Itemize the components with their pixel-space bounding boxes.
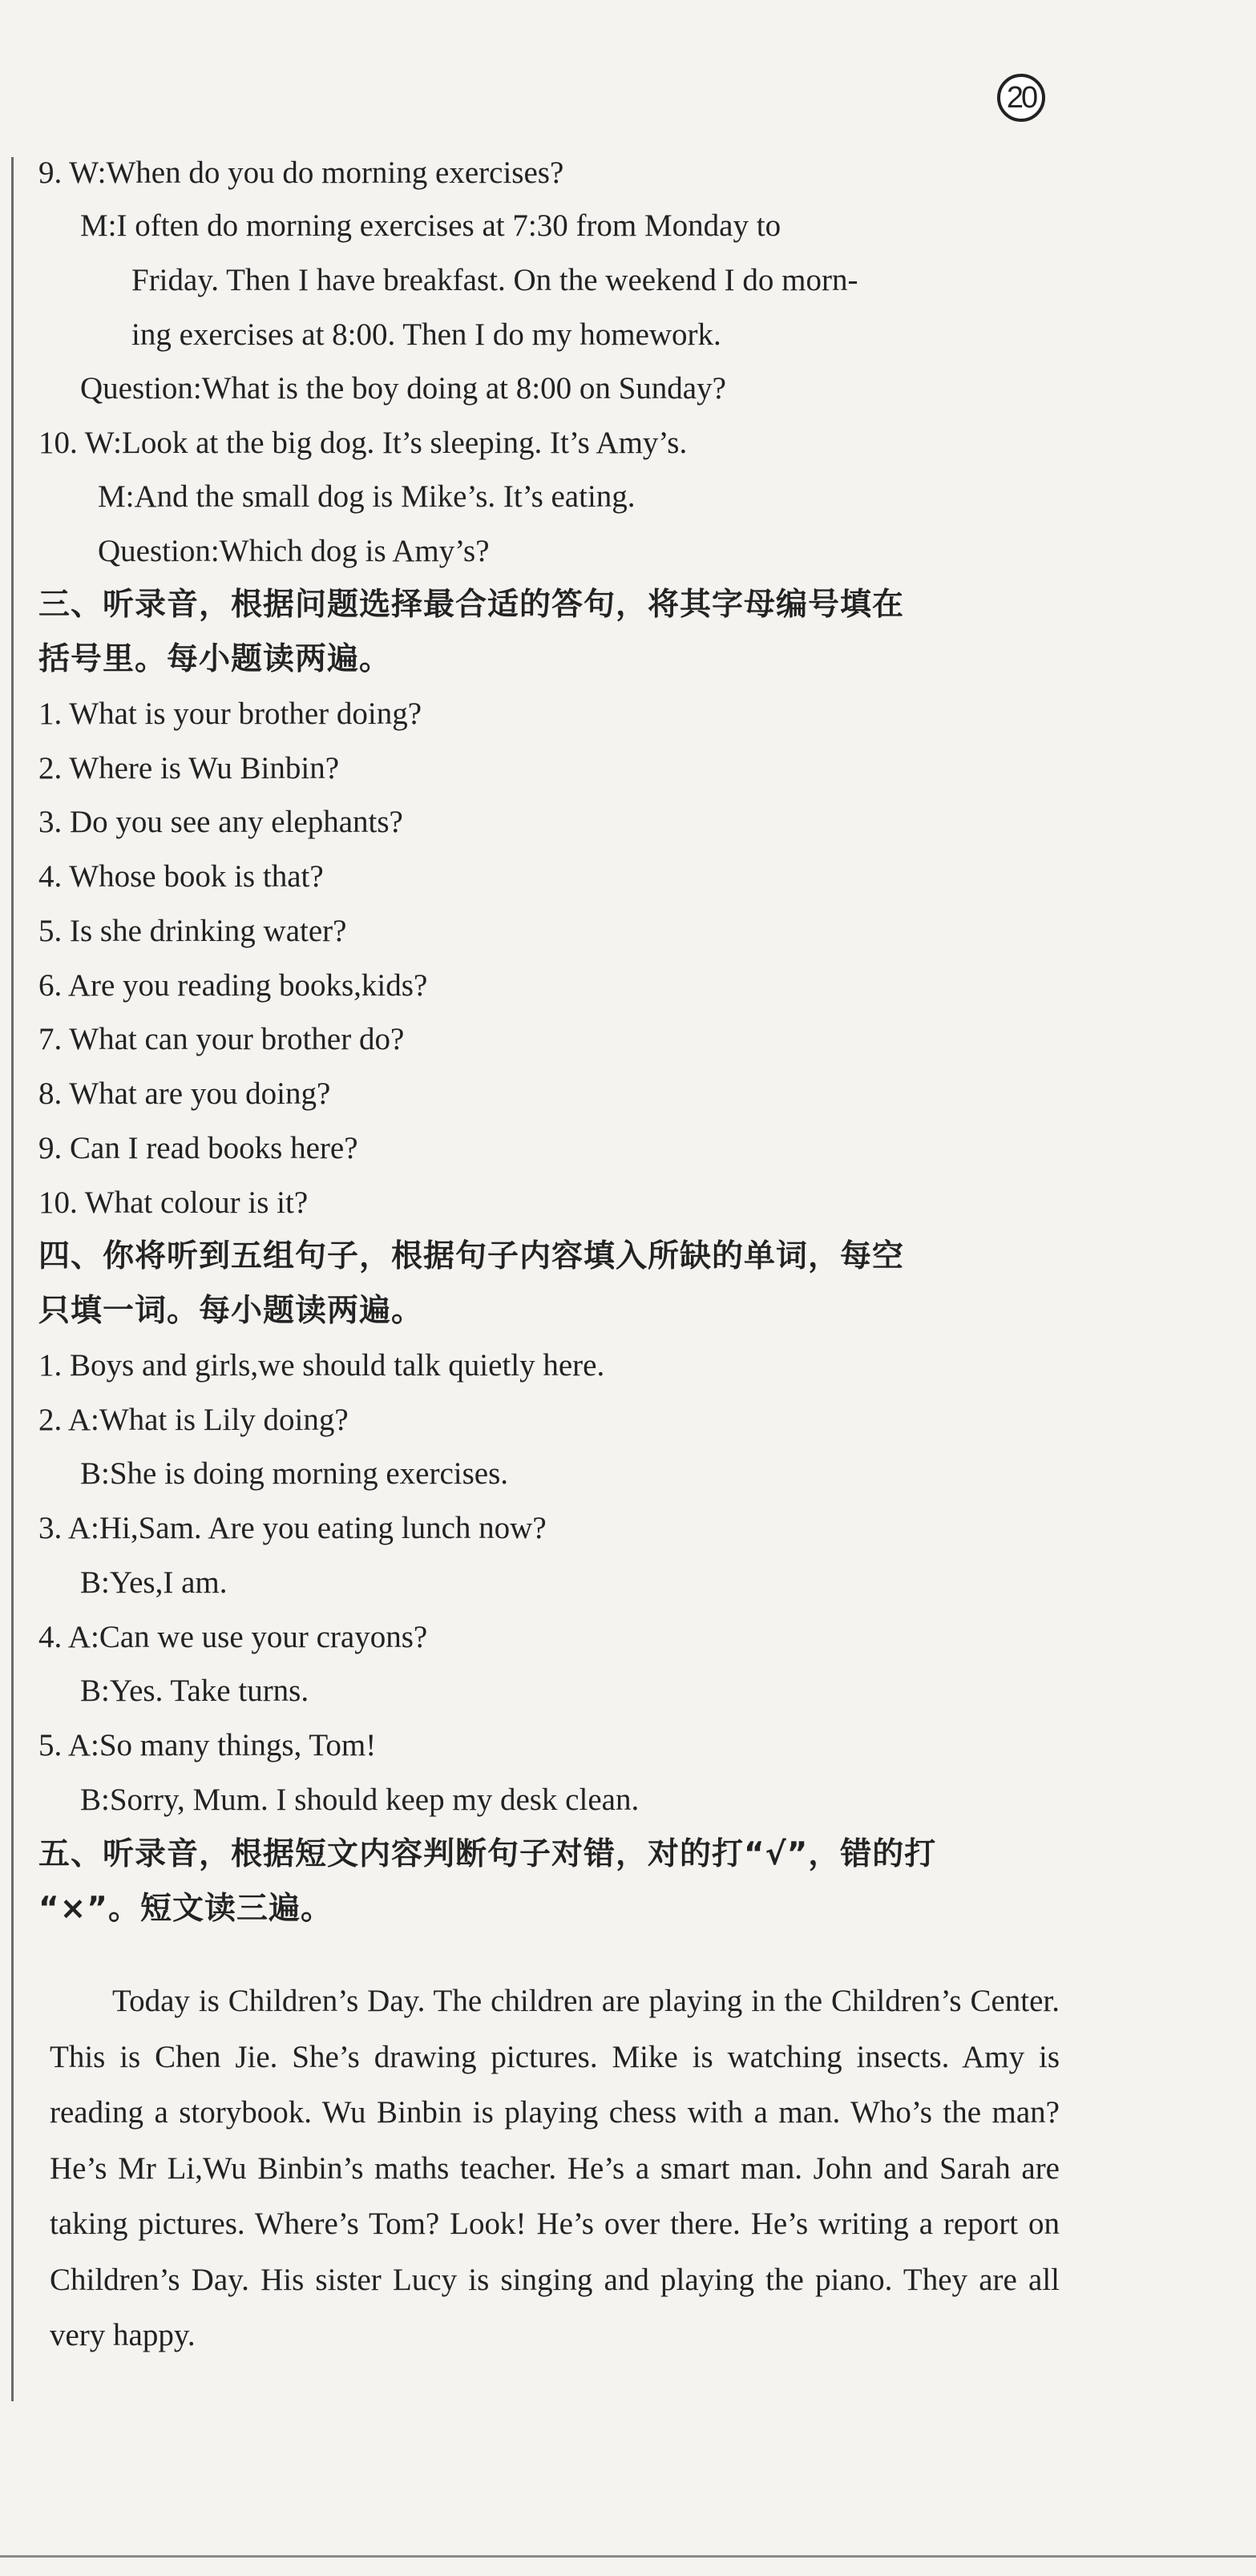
section3-item: 8. What are you doing? bbox=[38, 1076, 331, 1111]
section4-line: 3. A:Hi,Sam. Are you eating lunch now? bbox=[38, 1511, 547, 1545]
section4-line: B:She is doing morning exercises. bbox=[80, 1456, 509, 1491]
section3-item: 7. What can your brother do? bbox=[38, 1022, 405, 1056]
section4-line: 4. A:Can we use your crayons? bbox=[38, 1620, 428, 1654]
section3-item: 3. Do you see any elephants? bbox=[38, 805, 403, 839]
section3-item: 10. What colour is it? bbox=[38, 1185, 309, 1220]
section5-heading-line-1: 五、听录音，根据短文内容判断句子对错，对的打“√”，错的打 bbox=[38, 1836, 937, 1872]
page-number-badge: 20 bbox=[997, 74, 1045, 122]
q10-woman-line: 10. W:Look at the big dog. It’s sleeping. It’s Amy’s. bbox=[38, 426, 688, 460]
q9-man-line-1: M:I often do morning exercises at 7:30 from Monday to bbox=[80, 208, 781, 243]
section4-line: 5. A:So many things, Tom! bbox=[38, 1728, 377, 1762]
section4-heading-line-1: 四、你将听到五组句子，根据句子内容填入所缺的单词，每空 bbox=[38, 1238, 905, 1274]
q9-question: Question:What is the boy doing at 8:00 on Sunday? bbox=[80, 371, 726, 406]
section4-line: B:Sorry, Mum. I should keep my desk clean. bbox=[80, 1783, 640, 1817]
section4-line: B:Yes. Take turns. bbox=[80, 1674, 309, 1708]
section3-item: 2. Where is Wu Binbin? bbox=[38, 751, 340, 785]
q10-question: Question:Which dog is Amy’s? bbox=[98, 534, 490, 568]
section3-item: 1. What is your brother doing? bbox=[38, 696, 422, 731]
section5-heading-line-2: “×”。短文读三遍。 bbox=[38, 1891, 333, 1927]
q9-man-line-2: Friday. Then I have breakfast. On the weekend I do morn- bbox=[131, 263, 858, 297]
section4-heading-line-2: 只填一词。每小题读两遍。 bbox=[38, 1293, 424, 1329]
section4-line: 1. Boys and girls,we should talk quietly here. bbox=[38, 1348, 605, 1383]
left-margin-rule bbox=[11, 157, 14, 2401]
section4-line: 2. A:What is Lily doing? bbox=[38, 1403, 349, 1437]
section3-heading-line-2: 括号里。每小题读两遍。 bbox=[38, 641, 392, 677]
q9-woman-line: 9. W:When do you do morning exercises? bbox=[38, 155, 564, 190]
q10-man-line: M:And the small dog is Mike’s. It’s eating. bbox=[98, 479, 636, 514]
section4-line: B:Yes,I am. bbox=[80, 1565, 228, 1600]
section3-heading-line-1: 三、听录音，根据问题选择最合适的答句，将其字母编号填在 bbox=[38, 587, 905, 623]
q9-man-line-3: ing exercises at 8:00. Then I do my homework. bbox=[131, 317, 721, 352]
bottom-rule bbox=[0, 2555, 1256, 2558]
section3-item: 9. Can I read books here? bbox=[38, 1131, 358, 1165]
section3-item: 6. Are you reading books,kids? bbox=[38, 968, 428, 1003]
section5-passage: Today is Children’s Day. The children are playing in the Children’s Center. This is Chen Jie. She’s drawing pictures. Mike is watching insects. Amy is reading a storybook. Wu Binbin is playing chess with a man. Who’s the man? He’s Mr Li,Wu Binbin’s maths teacher. He’s a smart man. John and Sarah are taking pictures. Where’s Tom? Look! He’s over there. He’s writing a report on Children’s Day. His sister Lucy is singing and playing the piano. They are all very happy. bbox=[50, 1984, 1060, 2352]
section3-item: 4. Whose book is that? bbox=[38, 859, 324, 894]
section3-item: 5. Is she drinking water? bbox=[38, 914, 347, 948]
